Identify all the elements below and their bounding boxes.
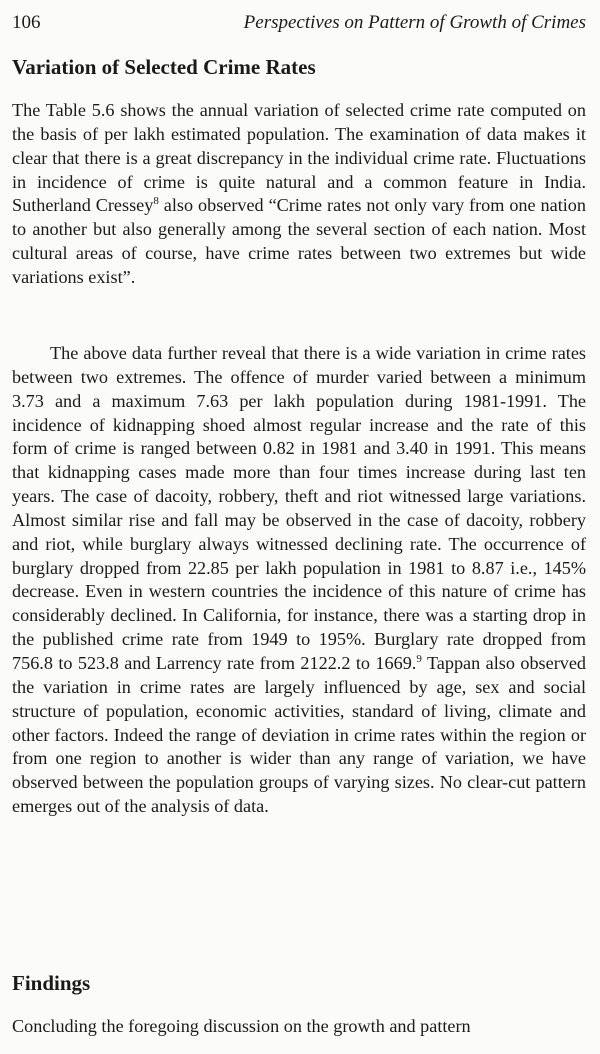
paragraph-2	[12, 342, 586, 819]
paragraph-1-text-a: The Table 5.6 shows the annual variation of selected crime rate computed on the basis of per lakh estimated population. The examination of data makes it clear that there is a great discrepancy in the individual crime rate. Fluctuations in incidence of crime is quite natural and a common feature in India. Sutherland Cressey	[12, 100, 586, 216]
page-header	[12, 12, 586, 34]
section-heading-variation: Variation of Selected Crime Rates	[12, 55, 316, 79]
paragraph-1-text-b: also observed “Crime rates not only vary from one nation to another but also generally among the several section of each nation. Most cultural areas of course, have crime rates between two extremes but wide variations exist”.	[12, 195, 586, 287]
paragraph-3-text: Concluding the foregoing discussion on the growth and pattern	[12, 1016, 471, 1036]
paragraph-1	[12, 99, 586, 290]
paragraph-2-text-b: Tappan also observed the variation in crime rates are largely influenced by age, sex and social structure of population, economic activities, standard of living, climate and other factors. Indeed the range of deviation in crime rates within the region or from one region to another is wider than any range of variation, we have observed between the population groups of varying sizes. No clear-cut pattern emerges out of the analysis of data.	[12, 652, 587, 817]
footnote-ref-9: 9	[416, 652, 422, 665]
footnote-ref-8: 8	[153, 195, 159, 208]
paragraph-2-text-a: The above data further reveal that there is a wide variation in crime rates between two extremes. The offence of murder varied between a minimum 3.73 and a maximum 7.63 per lakh population during 1981-1991. The incidence of kidnapping shoed almost regular increase and the rate of this form of crime is ranged between 0.82 in 1981 and 3.40 in 1991. This means that kidnapping cases made more than four times increase during last ten years. The case of dacoity, robbery, theft and riot witnessed large variations. Almost similar rise and fall may be observed in the case of dacoity, robbery and riot, while burglary always witnessed declining rate. The occurrence of burglary dropped from 22.85 per lakh population in 1981 to 8.87 i.e., 145% decrease. Even in western countries the incidence of this nature of crime has considerably declined. In California, for instance, there was a starting drop in the published crime rate from 1949 to 195%. Burglary rate dropped from 756.8 to 523.8 and Larrency rate from 2122.2 to 1669.	[12, 343, 586, 673]
running-title: Perspectives on Pattern of Growth of Crimes	[243, 12, 586, 33]
paragraph-3	[12, 1015, 586, 1039]
page-number: 106	[12, 12, 41, 33]
section-heading-findings: Findings	[12, 971, 91, 995]
